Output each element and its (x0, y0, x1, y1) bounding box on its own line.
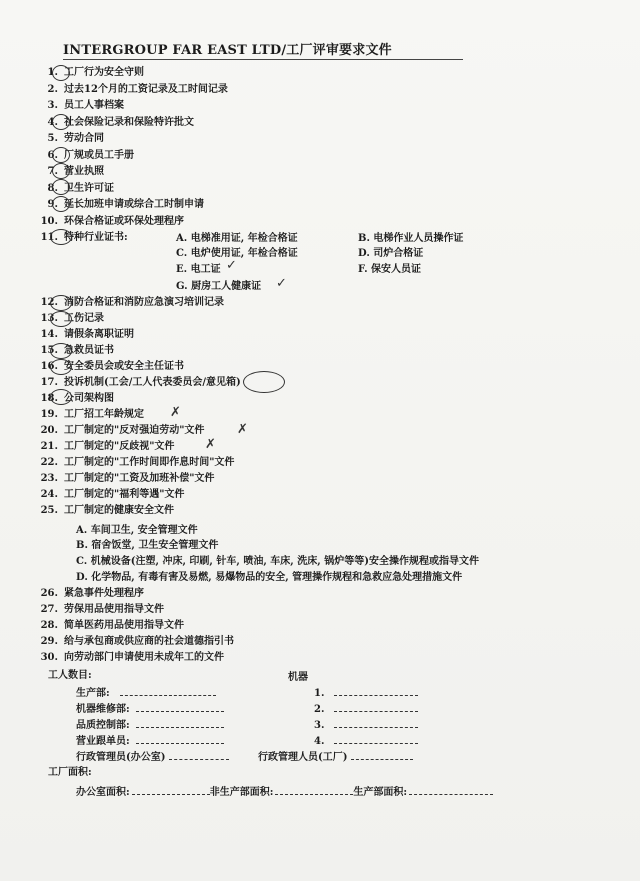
requirement-number: 16. (40, 361, 58, 372)
requirement-number: 6. (47, 149, 58, 161)
cert-d: D. 司炉合格证 (358, 248, 424, 259)
requirement-item (36, 83, 228, 97)
requirement-item (36, 635, 234, 649)
circle-mark-4 (52, 114, 70, 130)
requirement-number: 4. (47, 116, 58, 128)
requirement-item (36, 504, 174, 518)
machines-label: 机器 (288, 672, 308, 683)
circle-mark-7 (52, 163, 70, 179)
requirement-number: 14. (40, 329, 58, 340)
cert-f: F. 保安人员证 (358, 264, 422, 275)
requirement-text: 急救员证书 (64, 345, 114, 356)
requirement-item (36, 440, 174, 454)
requirement-item (36, 328, 134, 342)
requirement-text: 劳保用品使用指导文件 (64, 604, 164, 615)
requirement-text: 卫生许可证 (64, 182, 114, 194)
circle-mark-8 (52, 179, 70, 195)
requirement-number: 29. (40, 636, 58, 647)
requirement-number: 8. (47, 182, 58, 194)
health-doc-a: A. 车间卫生, 安全管理文件 (76, 525, 198, 536)
requirement-text: 工厂制定的"福利等遇"文件 (64, 489, 185, 500)
cert-b: B. 电梯作业人员操作证 (358, 233, 464, 244)
requirement-item (36, 99, 124, 113)
requirement-number: 3. (47, 100, 58, 111)
health-doc-d: D. 化学物品, 有毒有害及易燃, 易爆物品的安全, 管理操作规程和急救应急处理措施文件 (76, 572, 463, 583)
workers-admin-factory: 行政管理人员(工厂) (258, 750, 413, 765)
requirement-item (36, 651, 224, 665)
requirement-item (36, 344, 114, 358)
circle-mark-18 (50, 389, 72, 405)
requirement-item (36, 408, 144, 422)
requirement-item (36, 376, 241, 390)
workers-label: 工人数目: (48, 670, 92, 681)
document-title: INTERGROUP FAR EAST LTD/工厂评审要求文件 (63, 39, 463, 60)
machine-1: 1. (314, 686, 418, 701)
circle-mark-12 (50, 295, 72, 311)
requirement-text: 厂规或员工手册 (64, 149, 134, 161)
circle-mark-9 (52, 196, 70, 212)
requirement-number: 7. (47, 166, 58, 177)
area-label: 工厂面积: (48, 767, 92, 778)
requirement-number: 9. (47, 199, 58, 210)
circle-mark-13 (50, 311, 72, 327)
requirement-item (36, 165, 104, 179)
requirement-number: 1. (47, 67, 58, 78)
health-doc-b: B. 宿舍饭堂, 卫生安全管理文件 (76, 540, 219, 551)
requirement-number: 28. (40, 620, 58, 631)
requirement-text: 劳动合同 (64, 133, 104, 144)
requirement-text: 员工人事档案 (64, 100, 124, 111)
requirement-number: 18. (40, 393, 58, 404)
health-doc-c: C. 机械设备(注塑, 冲床, 印刷, 针车, 喷油, 车床, 洗床, 锅炉等等)安全操作规程或指导文件 (76, 556, 479, 567)
area-row: 办公室面积: 非生产部面积: 生产部面积: (76, 785, 493, 800)
requirement-number: 2. (47, 83, 58, 95)
requirement-text: 简单医药用品使用指导文件 (64, 620, 184, 631)
requirement-number: 13. (40, 313, 58, 324)
requirement-item (36, 587, 144, 601)
requirement-text: 安全委员会或安全主任证书 (64, 361, 184, 372)
workers-admin-office: 行政管理员(办公室) (76, 750, 229, 765)
requirement-number: 20. (40, 425, 58, 436)
requirement-item (36, 488, 184, 502)
machine-3: 3. (314, 718, 418, 733)
workers-sales: 营业跟单员: (76, 734, 224, 749)
requirement-text: 工厂行为安全守则 (64, 67, 144, 78)
cert-g: G. 厨房工人健康证 (176, 281, 262, 292)
requirement-text: 延长加班申请或综合工时制申请 (64, 199, 204, 210)
check-mark-e: ✓ (226, 258, 237, 273)
requirement-item (36, 132, 104, 146)
requirement-item (36, 215, 184, 229)
circle-mark-1 (52, 65, 70, 81)
cross-mark-20: ✗ (237, 422, 248, 437)
requirement-text: 工厂制定的健康安全文件 (64, 505, 174, 516)
requirement-text: 公司架构图 (64, 393, 114, 404)
requirement-text: 工伤记录 (64, 313, 104, 324)
requirement-number: 23. (40, 473, 58, 484)
cert-c: C. 电炉使用证, 年检合格证 (176, 248, 298, 259)
requirement-number: 10. (40, 215, 58, 227)
requirement-item (36, 424, 204, 438)
requirement-number: 5. (47, 133, 58, 144)
machine-4: 4. (314, 734, 418, 749)
requirement-number: 30. (40, 652, 58, 663)
requirement-number: 25. (40, 505, 58, 516)
requirement-text: 给与承包商或供应商的社会道德指引书 (64, 636, 234, 647)
requirement-text: 工厂制定的"反对强迫劳动"文件 (64, 425, 205, 436)
requirement-text: 工厂制定的"工资及加班补偿"文件 (64, 473, 215, 484)
requirement-text: 过去12个月的工资记录及工时间记录 (64, 83, 228, 95)
cert-e: E. 电工证 (176, 264, 221, 275)
requirement-text: 请假条离职证明 (64, 329, 134, 340)
circle-mark-15 (50, 343, 72, 359)
requirement-text: 特种行业证书: (64, 232, 128, 243)
requirement-item (36, 603, 164, 617)
circle-mark-11 (50, 229, 72, 245)
requirement-item (36, 619, 184, 633)
workers-qc: 品质控制部: (76, 718, 224, 733)
cross-mark-21: ✗ (205, 437, 216, 452)
requirement-number: 22. (40, 457, 58, 468)
requirement-item (36, 456, 234, 470)
circle-mark-opinion-box (243, 371, 285, 393)
requirement-number: 27. (40, 604, 58, 615)
requirement-item (36, 392, 114, 406)
requirement-text: 消防合格证和消防应急演习培训记录 (64, 297, 224, 308)
requirement-number: 21. (40, 441, 58, 452)
requirement-text: 向劳动部门申请使用未成年工的文件 (64, 652, 224, 663)
cert-a: A. 电梯准用证, 年检合格证 (176, 233, 298, 244)
requirement-number: 26. (40, 588, 58, 599)
requirement-item (36, 472, 214, 486)
requirement-text: 环保合格证或环保处理程序 (64, 215, 184, 227)
requirement-text: 投诉机制(工会/工人代表委员会/意见箱) (64, 377, 241, 388)
requirement-item (36, 182, 114, 196)
requirement-number: 12. (40, 297, 58, 308)
requirement-text: 紧急事件处理程序 (64, 588, 144, 599)
workers-maintenance: 机器维修部: (76, 702, 224, 717)
requirement-number: 24. (40, 489, 58, 500)
requirement-text: 工厂招工年龄规定 (64, 409, 144, 420)
workers-production: 生产部: (76, 686, 216, 701)
requirement-number: 15. (40, 345, 58, 356)
requirement-number: 17. (40, 377, 58, 388)
requirement-item (36, 149, 134, 163)
requirement-number: 19. (40, 409, 58, 420)
check-mark-g: ✓ (276, 276, 287, 291)
requirement-text: 营业执照 (64, 166, 104, 177)
requirement-number: 11. (40, 232, 58, 243)
requirement-text: 工厂制定的"工作时间即作息时间"文件 (64, 457, 235, 468)
requirement-text: 社会保险记录和保险特许批文 (64, 116, 194, 128)
circle-mark-6 (52, 147, 70, 163)
requirement-text: 工厂制定的"反歧视"文件 (64, 441, 175, 452)
machine-2: 2. (314, 702, 418, 717)
circle-mark-16 (50, 359, 72, 375)
cross-mark-19: ✗ (170, 405, 181, 420)
